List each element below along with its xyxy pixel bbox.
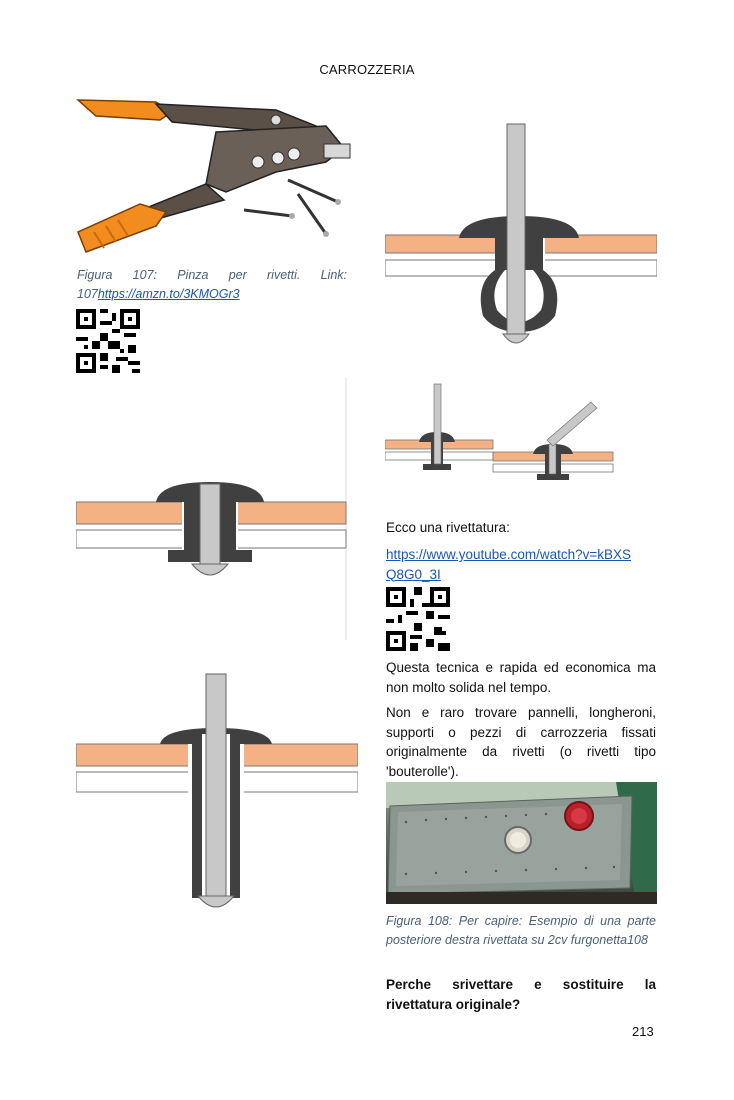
paragraph-technique: Questa tecnica e rapida ed economica ma non molto solida nel tempo. [386, 660, 656, 695]
rivet-diagram-steps [385, 382, 615, 482]
figure-107-link[interactable]: https://amzn.to/3KMOGr3 [97, 287, 240, 301]
video-link-line2[interactable]: Q8G0_3I [386, 566, 441, 582]
rivet-diagram-installed [76, 378, 348, 640]
rivet-diagram-inserted [385, 120, 657, 352]
paragraph-rivets-original: Non e raro trovare pannelli, longheroni, supporti o pezzi di carrozzeria fissati originalmente da rivetti (o rivetti tipo 'bouterolle'). [386, 705, 656, 779]
qr-code-icon[interactable] [386, 587, 450, 651]
video-link[interactable] [386, 545, 656, 584]
section-heading: Perche srivettare e sostituire la rivettatura originale? [386, 977, 656, 1012]
car-panel-photo [386, 782, 657, 904]
rivet-diagram-before-setting [76, 672, 358, 912]
rivet-gun-illustration [76, 92, 358, 262]
rivet-intro-text: Ecco una rivettatura: [386, 520, 510, 535]
qr-code-icon[interactable] [76, 309, 140, 373]
page-header: CARROZZERIA [319, 62, 415, 77]
figure-107-caption [77, 266, 347, 304]
figure-108-caption: Figura 108: Per capire: Esempio di una parte posteriore destra rivettata su 2cv furgonetta108 [386, 914, 656, 947]
page-number: 213 [632, 1024, 654, 1039]
video-link-line1[interactable]: https://www.youtube.com/watch?v=kBXS [386, 547, 631, 562]
figure-107-caption-text: Figura 107: Pinza per rivetti. Link: 107 [77, 268, 347, 301]
